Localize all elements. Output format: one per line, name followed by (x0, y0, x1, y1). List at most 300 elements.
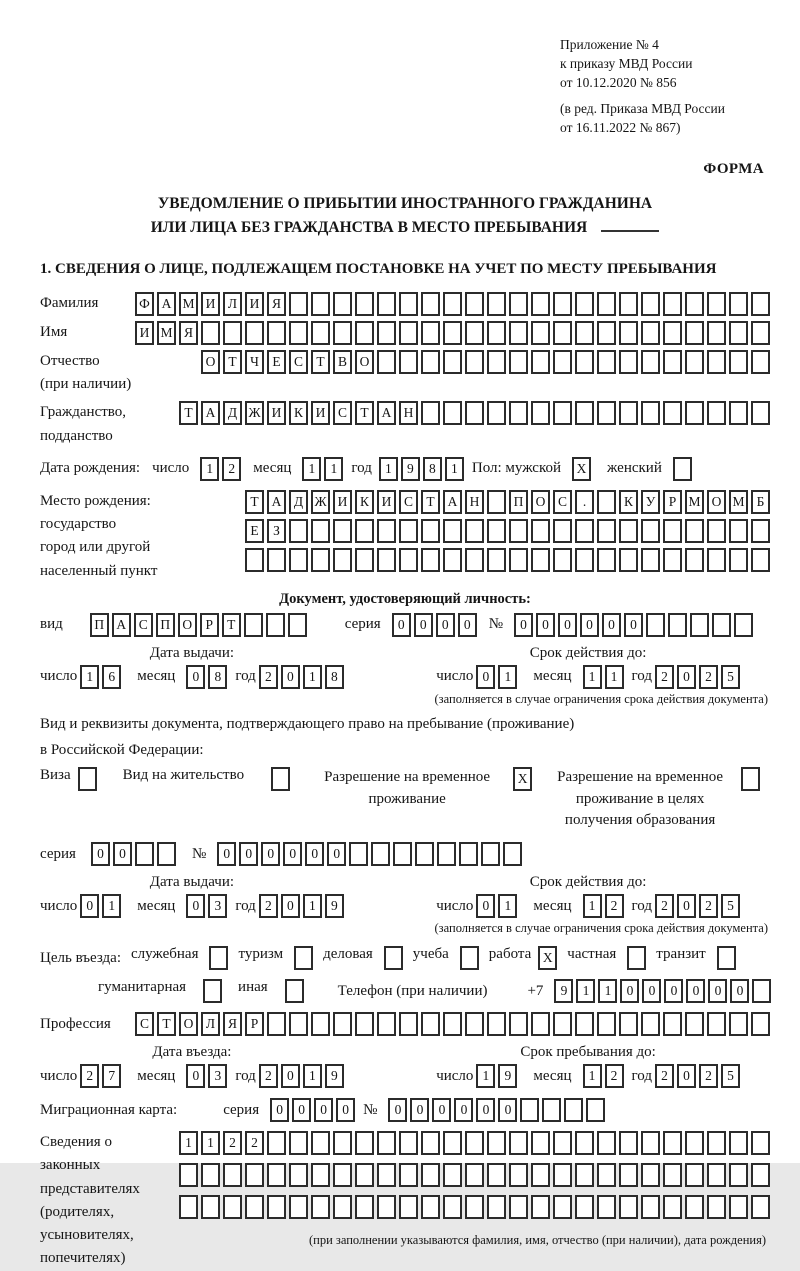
char-box[interactable] (355, 1012, 374, 1036)
char-box[interactable]: 0 (314, 1098, 333, 1122)
char-box[interactable] (509, 1012, 528, 1036)
char-box[interactable]: О (531, 490, 550, 514)
char-box[interactable]: 7 (102, 1064, 121, 1088)
char-box[interactable] (531, 1195, 550, 1219)
char-box[interactable]: С (553, 490, 572, 514)
char-box[interactable]: З (267, 519, 286, 543)
char-box[interactable] (443, 401, 462, 425)
char-box[interactable]: 0 (392, 613, 411, 637)
char-box[interactable]: Р (245, 1012, 264, 1036)
char-box[interactable] (575, 519, 594, 543)
char-box[interactable] (443, 519, 462, 543)
char-box[interactable] (377, 548, 396, 572)
char-box[interactable] (399, 1195, 418, 1219)
char-box[interactable]: 1 (583, 1064, 602, 1088)
char-box[interactable]: А (201, 401, 220, 425)
char-box[interactable] (729, 1195, 748, 1219)
char-box[interactable] (586, 1098, 605, 1122)
char-box[interactable] (597, 1195, 616, 1219)
char-box[interactable] (487, 1195, 506, 1219)
char-box[interactable] (421, 1012, 440, 1036)
char-box[interactable] (245, 1163, 264, 1187)
char-box[interactable]: 0 (476, 1098, 495, 1122)
char-box[interactable]: 0 (186, 894, 205, 918)
char-box[interactable]: 1 (80, 665, 99, 689)
char-box[interactable]: Л (223, 292, 242, 316)
char-box[interactable]: 1 (201, 1131, 220, 1155)
char-box[interactable] (641, 1195, 660, 1219)
char-box[interactable]: Б (751, 490, 770, 514)
char-box[interactable]: А (443, 490, 462, 514)
char-box[interactable] (641, 401, 660, 425)
char-box[interactable]: Е (267, 350, 286, 374)
char-box[interactable]: Д (223, 401, 242, 425)
tourism-checkbox[interactable] (291, 946, 313, 970)
char-box[interactable]: 5 (721, 894, 740, 918)
char-box[interactable] (641, 1012, 660, 1036)
char-box[interactable] (487, 519, 506, 543)
char-box[interactable] (355, 519, 374, 543)
char-box[interactable] (487, 1131, 506, 1155)
char-box[interactable]: 1 (179, 1131, 198, 1155)
char-box[interactable] (487, 1163, 506, 1187)
char-box[interactable] (481, 842, 500, 866)
char-box[interactable] (685, 1163, 704, 1187)
char-box[interactable]: 1 (476, 1064, 495, 1088)
char-box[interactable] (421, 401, 440, 425)
char-box[interactable]: М (729, 490, 748, 514)
char-box[interactable] (355, 1195, 374, 1219)
char-box[interactable] (78, 767, 97, 791)
char-box[interactable] (729, 1131, 748, 1155)
char-box[interactable] (333, 292, 352, 316)
char-box[interactable] (267, 321, 286, 345)
residence-permit-checkbox[interactable] (268, 767, 290, 791)
char-box[interactable] (619, 519, 638, 543)
char-box[interactable] (752, 979, 771, 1003)
char-box[interactable] (564, 1098, 583, 1122)
char-box[interactable]: 1 (379, 457, 398, 481)
char-box[interactable] (289, 1163, 308, 1187)
char-box[interactable] (179, 1195, 198, 1219)
char-box[interactable] (619, 350, 638, 374)
char-box[interactable] (465, 1131, 484, 1155)
char-box[interactable] (729, 519, 748, 543)
char-box[interactable]: 9 (554, 979, 573, 1003)
char-box[interactable] (553, 292, 572, 316)
char-box[interactable]: 2 (699, 665, 718, 689)
char-box[interactable] (487, 292, 506, 316)
char-box[interactable] (459, 842, 478, 866)
char-box[interactable] (443, 321, 462, 345)
char-box[interactable] (465, 548, 484, 572)
char-box[interactable]: 2 (259, 1064, 278, 1088)
char-box[interactable]: 0 (80, 894, 99, 918)
char-box[interactable]: 3 (208, 894, 227, 918)
char-box[interactable] (641, 519, 660, 543)
char-box[interactable] (509, 292, 528, 316)
char-box[interactable]: С (134, 613, 153, 637)
char-box[interactable]: 0 (476, 894, 495, 918)
char-box[interactable]: О (178, 613, 197, 637)
char-box[interactable] (465, 321, 484, 345)
char-box[interactable] (663, 321, 682, 345)
char-box[interactable]: У (641, 490, 660, 514)
char-box[interactable]: 2 (245, 1131, 264, 1155)
char-box[interactable] (421, 292, 440, 316)
char-box[interactable] (663, 1131, 682, 1155)
char-box[interactable] (575, 1131, 594, 1155)
char-box[interactable]: Н (465, 490, 484, 514)
char-box[interactable]: 2 (259, 665, 278, 689)
char-box[interactable] (443, 1012, 462, 1036)
char-box[interactable] (641, 1131, 660, 1155)
char-box[interactable]: 6 (102, 665, 121, 689)
char-box[interactable]: 9 (325, 1064, 344, 1088)
char-box[interactable] (355, 321, 374, 345)
char-box[interactable] (245, 1195, 264, 1219)
char-box[interactable] (465, 519, 484, 543)
char-box[interactable] (734, 613, 753, 637)
char-box[interactable]: А (267, 490, 286, 514)
char-box[interactable]: 0 (620, 979, 639, 1003)
char-box[interactable] (531, 401, 550, 425)
char-box[interactable]: 0 (336, 1098, 355, 1122)
char-box[interactable] (627, 946, 646, 970)
temp-residence-checkbox[interactable] (510, 767, 532, 791)
char-box[interactable]: Ж (245, 401, 264, 425)
char-box[interactable] (707, 1131, 726, 1155)
char-box[interactable]: 2 (655, 1064, 674, 1088)
char-box[interactable]: 0 (708, 979, 727, 1003)
char-box[interactable] (179, 1163, 198, 1187)
char-box[interactable]: Т (355, 401, 374, 425)
char-box[interactable]: 8 (423, 457, 442, 481)
char-box[interactable] (685, 401, 704, 425)
char-box[interactable] (531, 350, 550, 374)
char-box[interactable] (289, 519, 308, 543)
char-box[interactable] (619, 1163, 638, 1187)
char-box[interactable]: 0 (436, 613, 455, 637)
char-box[interactable]: 2 (699, 1064, 718, 1088)
char-box[interactable] (717, 946, 736, 970)
char-box[interactable] (575, 1163, 594, 1187)
char-box[interactable] (751, 1131, 770, 1155)
char-box[interactable] (311, 292, 330, 316)
char-box[interactable]: 2 (655, 665, 674, 689)
char-box[interactable] (465, 401, 484, 425)
char-box[interactable] (597, 1163, 616, 1187)
char-box[interactable]: 0 (281, 894, 300, 918)
char-box[interactable] (707, 321, 726, 345)
char-box[interactable] (509, 519, 528, 543)
char-box[interactable] (685, 321, 704, 345)
char-box[interactable] (201, 1195, 220, 1219)
char-box[interactable] (244, 613, 263, 637)
char-box[interactable] (663, 1163, 682, 1187)
char-box[interactable] (663, 519, 682, 543)
char-box[interactable] (619, 548, 638, 572)
char-box[interactable]: Т (179, 401, 198, 425)
char-box[interactable] (575, 548, 594, 572)
char-box[interactable] (663, 1012, 682, 1036)
char-box[interactable]: 1 (583, 894, 602, 918)
char-box[interactable] (575, 350, 594, 374)
char-box[interactable] (641, 350, 660, 374)
char-box[interactable]: 0 (283, 842, 302, 866)
char-box[interactable]: 0 (410, 1098, 429, 1122)
char-box[interactable] (619, 1012, 638, 1036)
char-box[interactable]: 0 (454, 1098, 473, 1122)
char-box[interactable]: О (707, 490, 726, 514)
char-box[interactable] (311, 1195, 330, 1219)
char-box[interactable]: И (311, 401, 330, 425)
char-box[interactable]: 1 (303, 1064, 322, 1088)
char-box[interactable] (333, 548, 352, 572)
char-box[interactable]: 9 (401, 457, 420, 481)
char-box[interactable] (377, 1012, 396, 1036)
char-box[interactable] (267, 1131, 286, 1155)
char-box[interactable] (377, 1131, 396, 1155)
char-box[interactable] (465, 1012, 484, 1036)
char-box[interactable]: 0 (261, 842, 280, 866)
char-box[interactable]: 1 (303, 894, 322, 918)
char-box[interactable]: 8 (325, 665, 344, 689)
char-box[interactable] (399, 1131, 418, 1155)
char-box[interactable] (223, 321, 242, 345)
char-box[interactable] (487, 350, 506, 374)
char-box[interactable]: Т (222, 613, 241, 637)
char-box[interactable]: 0 (677, 1064, 696, 1088)
char-box[interactable]: 0 (270, 1098, 289, 1122)
char-box[interactable] (421, 1131, 440, 1155)
char-box[interactable] (267, 1163, 286, 1187)
char-box[interactable] (245, 321, 264, 345)
char-box[interactable]: 1 (303, 665, 322, 689)
char-box[interactable] (641, 1163, 660, 1187)
char-box[interactable]: 1 (598, 979, 617, 1003)
study-checkbox[interactable] (457, 946, 479, 970)
char-box[interactable]: Т (311, 350, 330, 374)
char-box[interactable] (685, 292, 704, 316)
char-box[interactable] (729, 292, 748, 316)
char-box[interactable]: С (135, 1012, 154, 1036)
char-box[interactable]: 2 (222, 457, 241, 481)
char-box[interactable] (685, 548, 704, 572)
char-box[interactable] (553, 321, 572, 345)
char-box[interactable] (377, 1195, 396, 1219)
char-box[interactable] (289, 1195, 308, 1219)
char-box[interactable]: 0 (677, 665, 696, 689)
char-box[interactable] (333, 321, 352, 345)
char-box[interactable]: 2 (605, 894, 624, 918)
char-box[interactable] (311, 321, 330, 345)
char-box[interactable]: . (575, 490, 594, 514)
char-box[interactable] (399, 1163, 418, 1187)
char-box[interactable] (223, 1163, 242, 1187)
char-box[interactable] (751, 1012, 770, 1036)
char-box[interactable] (663, 401, 682, 425)
char-box[interactable] (465, 292, 484, 316)
char-box[interactable] (668, 613, 687, 637)
char-box[interactable] (288, 613, 307, 637)
char-box[interactable] (399, 1012, 418, 1036)
char-box[interactable]: 3 (208, 1064, 227, 1088)
char-box[interactable]: М (685, 490, 704, 514)
char-box[interactable] (553, 548, 572, 572)
char-box[interactable] (377, 350, 396, 374)
char-box[interactable]: К (355, 490, 374, 514)
char-box[interactable] (729, 401, 748, 425)
char-box[interactable]: Т (157, 1012, 176, 1036)
char-box[interactable]: 0 (281, 665, 300, 689)
char-box[interactable] (465, 350, 484, 374)
char-box[interactable]: 2 (655, 894, 674, 918)
char-box[interactable] (553, 1131, 572, 1155)
char-box[interactable] (333, 1195, 352, 1219)
char-box[interactable]: 0 (186, 1064, 205, 1088)
char-box[interactable] (443, 1131, 462, 1155)
char-box[interactable]: 5 (721, 1064, 740, 1088)
char-box[interactable] (311, 1163, 330, 1187)
char-box[interactable] (707, 1195, 726, 1219)
char-box[interactable]: К (619, 490, 638, 514)
char-box[interactable] (209, 946, 228, 970)
char-box[interactable] (443, 1195, 462, 1219)
char-box[interactable] (619, 1131, 638, 1155)
char-box[interactable]: 0 (514, 613, 533, 637)
official-checkbox[interactable] (206, 946, 228, 970)
char-box[interactable]: X (572, 457, 591, 481)
char-box[interactable] (597, 490, 616, 514)
char-box[interactable]: 0 (536, 613, 555, 637)
char-box[interactable] (421, 1163, 440, 1187)
char-box[interactable] (690, 613, 709, 637)
char-box[interactable] (597, 1131, 616, 1155)
char-box[interactable]: П (156, 613, 175, 637)
char-box[interactable] (201, 1163, 220, 1187)
char-box[interactable] (751, 292, 770, 316)
char-box[interactable]: Е (245, 519, 264, 543)
char-box[interactable]: И (377, 490, 396, 514)
char-box[interactable] (575, 1195, 594, 1219)
visa-checkbox[interactable] (75, 767, 97, 791)
char-box[interactable] (707, 519, 726, 543)
char-box[interactable] (707, 1163, 726, 1187)
char-box[interactable]: С (289, 350, 308, 374)
char-box[interactable] (399, 292, 418, 316)
char-box[interactable] (542, 1098, 561, 1122)
char-box[interactable] (663, 292, 682, 316)
char-box[interactable] (509, 548, 528, 572)
char-box[interactable] (597, 519, 616, 543)
char-box[interactable]: 0 (677, 894, 696, 918)
char-box[interactable] (285, 979, 304, 1003)
char-box[interactable] (135, 842, 154, 866)
char-box[interactable]: 0 (91, 842, 110, 866)
char-box[interactable] (597, 1012, 616, 1036)
char-box[interactable]: 2 (699, 894, 718, 918)
char-box[interactable] (619, 321, 638, 345)
char-box[interactable] (460, 946, 479, 970)
char-box[interactable] (685, 1195, 704, 1219)
business-checkbox[interactable] (381, 946, 403, 970)
char-box[interactable]: 0 (642, 979, 661, 1003)
char-box[interactable] (421, 519, 440, 543)
char-box[interactable]: 0 (327, 842, 346, 866)
char-box[interactable] (531, 519, 550, 543)
char-box[interactable]: С (333, 401, 352, 425)
char-box[interactable]: Р (200, 613, 219, 637)
char-box[interactable]: П (90, 613, 109, 637)
char-box[interactable]: X (538, 946, 557, 970)
char-box[interactable]: 2 (259, 894, 278, 918)
char-box[interactable] (685, 350, 704, 374)
char-box[interactable] (333, 1131, 352, 1155)
char-box[interactable] (641, 548, 660, 572)
char-box[interactable] (267, 1012, 286, 1036)
char-box[interactable]: X (513, 767, 532, 791)
char-box[interactable]: 1 (445, 457, 464, 481)
char-box[interactable]: И (333, 490, 352, 514)
char-box[interactable]: 0 (686, 979, 705, 1003)
char-box[interactable]: 9 (498, 1064, 517, 1088)
char-box[interactable]: Т (223, 350, 242, 374)
char-box[interactable]: 0 (558, 613, 577, 637)
char-box[interactable] (707, 350, 726, 374)
char-box[interactable] (531, 292, 550, 316)
char-box[interactable]: 1 (102, 894, 121, 918)
char-box[interactable] (399, 321, 418, 345)
char-box[interactable]: О (355, 350, 374, 374)
char-box[interactable] (355, 1163, 374, 1187)
char-box[interactable] (685, 519, 704, 543)
char-box[interactable]: К (289, 401, 308, 425)
char-box[interactable]: Ж (311, 490, 330, 514)
char-box[interactable] (597, 350, 616, 374)
char-box[interactable] (712, 613, 731, 637)
char-box[interactable]: 2 (223, 1131, 242, 1155)
char-box[interactable] (333, 1163, 352, 1187)
char-box[interactable]: П (509, 490, 528, 514)
char-box[interactable] (487, 490, 506, 514)
char-box[interactable] (399, 350, 418, 374)
char-box[interactable]: И (201, 292, 220, 316)
char-box[interactable]: 1 (200, 457, 219, 481)
char-box[interactable] (487, 401, 506, 425)
char-box[interactable] (393, 842, 412, 866)
char-box[interactable]: М (157, 321, 176, 345)
char-box[interactable] (311, 519, 330, 543)
char-box[interactable] (399, 548, 418, 572)
char-box[interactable] (663, 1195, 682, 1219)
char-box[interactable]: 2 (605, 1064, 624, 1088)
char-box[interactable] (553, 519, 572, 543)
char-box[interactable]: 0 (580, 613, 599, 637)
char-box[interactable] (531, 548, 550, 572)
char-box[interactable]: 0 (305, 842, 324, 866)
char-box[interactable]: 1 (498, 665, 517, 689)
char-box[interactable]: 0 (186, 665, 205, 689)
char-box[interactable] (421, 548, 440, 572)
char-box[interactable]: 5 (721, 665, 740, 689)
char-box[interactable] (201, 321, 220, 345)
char-box[interactable]: 0 (388, 1098, 407, 1122)
char-box[interactable] (509, 350, 528, 374)
char-box[interactable]: 9 (325, 894, 344, 918)
char-box[interactable] (245, 548, 264, 572)
char-box[interactable] (377, 321, 396, 345)
